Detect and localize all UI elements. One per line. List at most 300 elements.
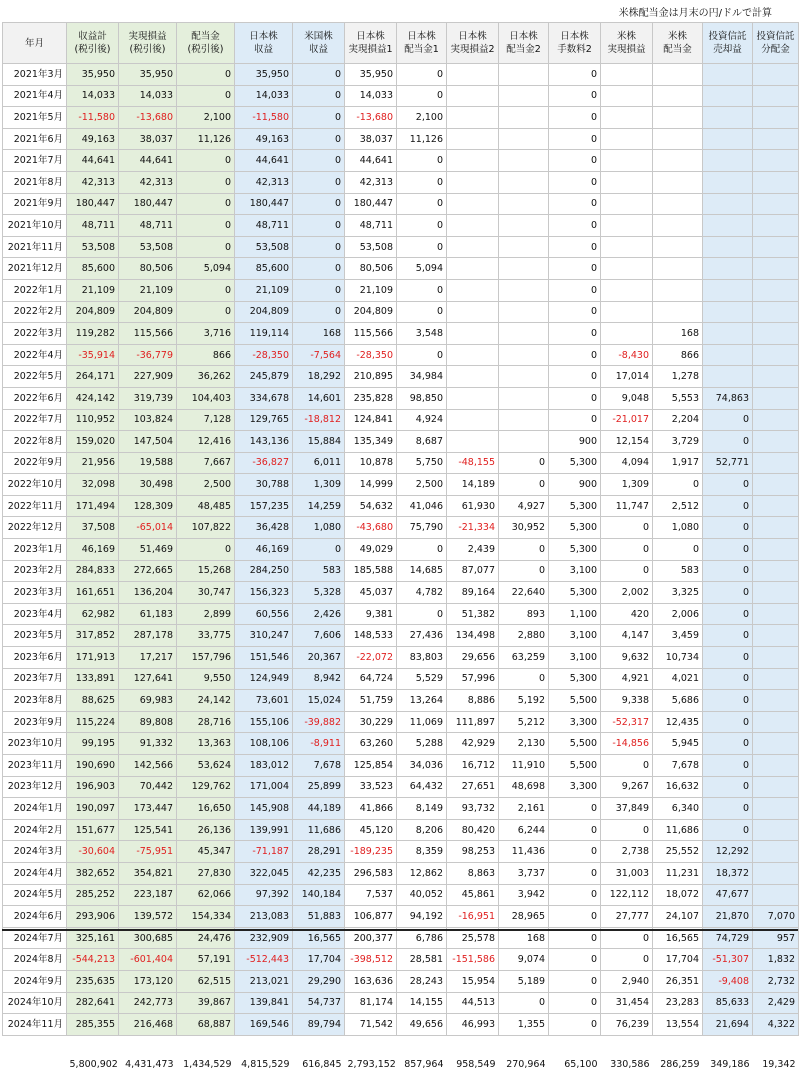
value-cell: 310,247 (235, 625, 293, 647)
value-cell: 0 (703, 733, 753, 755)
column-header-label: 投資信託 (756, 31, 795, 42)
value-cell: 4,921 (601, 668, 653, 690)
value-cell: 16,650 (177, 798, 235, 820)
month-cell: 2023年7月 (3, 668, 67, 690)
value-cell (499, 409, 549, 431)
value-cell: 155,106 (235, 711, 293, 733)
value-cell: 25,899 (293, 776, 345, 798)
value-cell (753, 107, 799, 129)
value-cell: 190,690 (67, 755, 119, 777)
value-cell: 322,045 (235, 862, 293, 884)
value-cell: -21,334 (447, 517, 499, 539)
value-cell: 272,665 (119, 560, 177, 582)
value-cell: 18,072 (653, 884, 703, 906)
value-cell: 0 (601, 927, 653, 949)
value-cell (753, 474, 799, 496)
value-cell (753, 647, 799, 669)
value-cell: 0 (703, 776, 753, 798)
value-cell: 21,694 (703, 1014, 753, 1036)
value-cell: 54,632 (345, 495, 397, 517)
value-cell: 38,037 (119, 128, 177, 150)
value-cell (703, 107, 753, 129)
value-cell: 157,796 (177, 647, 235, 669)
table-row (3, 625, 799, 647)
value-cell (653, 150, 703, 172)
value-cell: 18,372 (703, 862, 753, 884)
value-cell: 0 (549, 862, 601, 884)
value-cell (447, 431, 499, 453)
value-cell: 2,899 (177, 603, 235, 625)
value-cell: 0 (293, 128, 345, 150)
value-cell: 14,033 (235, 85, 293, 107)
value-cell: 37,849 (601, 798, 653, 820)
month-cell: 2021年12月 (3, 258, 67, 280)
value-cell: 0 (397, 150, 447, 172)
column-header-8 (447, 23, 499, 64)
value-cell (447, 258, 499, 280)
value-cell: 583 (653, 560, 703, 582)
value-cell: 52,771 (703, 452, 753, 474)
value-cell (499, 258, 549, 280)
value-cell (653, 279, 703, 301)
value-cell: 64,724 (345, 668, 397, 690)
value-cell: 9,048 (601, 387, 653, 409)
value-cell (447, 236, 499, 258)
value-cell: 45,120 (345, 819, 397, 841)
value-cell: 0 (703, 711, 753, 733)
value-cell: 89,808 (119, 711, 177, 733)
value-cell: 354,821 (119, 862, 177, 884)
value-cell: 17,704 (653, 949, 703, 971)
total-cell: 4,431,473 (125, 1058, 174, 1070)
total-cell: 270,964 (506, 1058, 546, 1070)
table-row (3, 603, 799, 625)
value-cell: 14,033 (119, 85, 177, 107)
value-cell: 0 (703, 495, 753, 517)
value-cell (703, 366, 753, 388)
value-cell: 5,300 (549, 539, 601, 561)
value-cell (601, 323, 653, 345)
month-cell: 2023年6月 (3, 647, 67, 669)
value-cell: 0 (549, 1014, 601, 1036)
table-row (3, 776, 799, 798)
value-cell: 48,698 (499, 776, 549, 798)
value-cell: 16,565 (293, 927, 345, 949)
value-cell: 0 (703, 431, 753, 453)
month-cell: 2024年10月 (3, 992, 67, 1014)
value-cell: 2,512 (653, 495, 703, 517)
value-cell: 140,184 (293, 884, 345, 906)
value-cell: 125,541 (119, 819, 177, 841)
value-cell: 173,447 (119, 798, 177, 820)
value-cell: 93,732 (447, 798, 499, 820)
value-cell: 119,282 (67, 323, 119, 345)
value-cell (753, 539, 799, 561)
value-cell: 5,212 (499, 711, 549, 733)
value-cell: 28,716 (177, 711, 235, 733)
value-cell: 0 (293, 85, 345, 107)
value-cell: 0 (549, 387, 601, 409)
value-cell: 11,126 (397, 128, 447, 150)
value-cell: 42,313 (235, 171, 293, 193)
month-cell: 2023年5月 (3, 625, 67, 647)
month-cell: 2022年9月 (3, 452, 67, 474)
value-cell: 9,632 (601, 647, 653, 669)
total-cell: 4,815,529 (241, 1058, 290, 1070)
value-cell: -35,914 (67, 344, 119, 366)
value-cell: 216,468 (119, 1014, 177, 1036)
value-cell: 3,942 (499, 884, 549, 906)
value-cell: 4,924 (397, 409, 447, 431)
table-row (3, 279, 799, 301)
value-cell: 128,309 (119, 495, 177, 517)
value-cell: 49,163 (235, 128, 293, 150)
value-cell: 3,300 (549, 776, 601, 798)
value-cell: 44,641 (67, 150, 119, 172)
value-cell: 180,447 (345, 193, 397, 215)
value-cell: 180,447 (119, 193, 177, 215)
value-cell: 129,765 (235, 409, 293, 431)
value-cell (601, 193, 653, 215)
value-cell: 235,635 (67, 970, 119, 992)
value-cell: 264,171 (67, 366, 119, 388)
table-row (3, 862, 799, 884)
value-cell: 0 (293, 236, 345, 258)
value-cell: 9,381 (345, 603, 397, 625)
exchange-rate-note: 米株配当金は月末の円/ドルで計算 (618, 8, 772, 19)
table-row (3, 64, 799, 86)
value-cell: 12,416 (177, 431, 235, 453)
value-cell: 51,469 (119, 539, 177, 561)
table-row (3, 755, 799, 777)
value-cell: 169,546 (235, 1014, 293, 1036)
value-cell (601, 107, 653, 129)
value-cell: 2,100 (177, 107, 235, 129)
value-cell: 74,729 (703, 927, 753, 949)
value-cell (447, 150, 499, 172)
value-cell: -18,812 (293, 409, 345, 431)
value-cell: 0 (549, 150, 601, 172)
value-cell: -21,017 (601, 409, 653, 431)
value-cell: 0 (549, 798, 601, 820)
value-cell: 382,652 (67, 862, 119, 884)
value-cell: 57,996 (447, 668, 499, 690)
month-cell: 2021年6月 (3, 128, 67, 150)
value-cell (447, 64, 499, 86)
value-cell: 75,790 (397, 517, 447, 539)
value-cell: 284,833 (67, 560, 119, 582)
value-cell: 1,080 (653, 517, 703, 539)
value-cell: 147,504 (119, 431, 177, 453)
value-cell: 49,163 (67, 128, 119, 150)
value-cell: 5,500 (549, 755, 601, 777)
value-cell: 122,112 (601, 884, 653, 906)
value-cell: 35,950 (67, 64, 119, 86)
value-cell: 2,732 (753, 970, 799, 992)
value-cell: 26,136 (177, 819, 235, 841)
value-cell: 145,908 (235, 798, 293, 820)
total-cell (3, 1035, 67, 1072)
value-cell: 7,678 (293, 755, 345, 777)
value-cell: 2,002 (601, 582, 653, 604)
value-cell: 30,498 (119, 474, 177, 496)
totals-row (3, 1035, 799, 1072)
value-cell: 17,014 (601, 366, 653, 388)
value-cell: 16,712 (447, 755, 499, 777)
value-cell: 27,436 (397, 625, 447, 647)
value-cell (499, 215, 549, 237)
month-cell: 2024年9月 (3, 970, 67, 992)
value-cell: 27,651 (447, 776, 499, 798)
value-cell (499, 387, 549, 409)
value-cell (499, 128, 549, 150)
value-cell: 0 (397, 193, 447, 215)
value-cell: 242,773 (119, 992, 177, 1014)
value-cell: 0 (549, 906, 601, 928)
value-cell: 15,954 (447, 970, 499, 992)
value-cell: 53,508 (119, 236, 177, 258)
value-cell (653, 236, 703, 258)
column-header-label: 年月 (24, 37, 44, 49)
table-row (3, 733, 799, 755)
value-cell (753, 733, 799, 755)
month-cell: 2023年11月 (3, 755, 67, 777)
value-cell: 154,334 (177, 906, 235, 928)
value-cell (753, 495, 799, 517)
value-cell: 15,884 (293, 431, 345, 453)
value-cell: 0 (293, 279, 345, 301)
value-cell: 32,098 (67, 474, 119, 496)
value-cell: 2,880 (499, 625, 549, 647)
value-cell: 151,677 (67, 819, 119, 841)
value-cell (703, 64, 753, 86)
month-cell: 2023年2月 (3, 560, 67, 582)
value-cell: 41,046 (397, 495, 447, 517)
value-cell: 31,454 (601, 992, 653, 1014)
value-cell: 0 (549, 884, 601, 906)
value-cell: 51,759 (345, 690, 397, 712)
value-cell: 61,930 (447, 495, 499, 517)
value-cell (753, 862, 799, 884)
month-cell: 2024年6月 (3, 906, 67, 928)
total-cell: 1,434,529 (183, 1058, 232, 1070)
value-cell: 89,794 (293, 1014, 345, 1036)
value-cell: 0 (549, 85, 601, 107)
value-cell: 103,824 (119, 409, 177, 431)
value-cell (601, 279, 653, 301)
table-row (3, 150, 799, 172)
value-cell: 124,841 (345, 409, 397, 431)
value-cell: 173,120 (119, 970, 177, 992)
value-cell (499, 107, 549, 129)
value-cell: 0 (499, 560, 549, 582)
value-cell: 7,128 (177, 409, 235, 431)
value-cell: 44,641 (119, 150, 177, 172)
value-cell: 8,149 (397, 798, 447, 820)
value-cell: -8,430 (601, 344, 653, 366)
value-cell: 300,685 (119, 927, 177, 949)
value-cell: 10,878 (345, 452, 397, 474)
value-cell: 61,183 (119, 603, 177, 625)
value-cell: 0 (293, 258, 345, 280)
value-cell: 16,565 (653, 927, 703, 949)
value-cell: 14,033 (345, 85, 397, 107)
value-cell: 11,686 (653, 819, 703, 841)
value-cell: 0 (549, 344, 601, 366)
value-cell: 6,244 (499, 819, 549, 841)
value-cell: 45,037 (345, 582, 397, 604)
value-cell: 1,355 (499, 1014, 549, 1036)
value-cell (753, 560, 799, 582)
column-header-sublabel: (税引後) (129, 44, 166, 55)
value-cell: 0 (177, 171, 235, 193)
value-cell: 0 (549, 927, 601, 949)
value-cell: 5,300 (549, 452, 601, 474)
value-cell: 2,940 (601, 970, 653, 992)
value-cell: 900 (549, 431, 601, 453)
value-cell: 7,537 (345, 884, 397, 906)
month-cell: 2024年11月 (3, 1014, 67, 1036)
column-header-label: 米株 (616, 31, 636, 42)
value-cell (447, 279, 499, 301)
month-cell: 2024年1月 (3, 798, 67, 820)
value-cell: 108,106 (235, 733, 293, 755)
value-cell: 0 (177, 301, 235, 323)
value-cell: 0 (177, 85, 235, 107)
month-cell: 2023年12月 (3, 776, 67, 798)
month-cell: 2022年10月 (3, 474, 67, 496)
value-cell: 0 (703, 625, 753, 647)
value-cell: 0 (703, 647, 753, 669)
value-cell: 2,500 (177, 474, 235, 496)
total-cell: 286,259 (660, 1058, 700, 1070)
value-cell: 11,910 (499, 755, 549, 777)
value-cell: 0 (549, 992, 601, 1014)
month-cell: 2023年9月 (3, 711, 67, 733)
value-cell: 62,066 (177, 884, 235, 906)
value-cell: 42,313 (345, 171, 397, 193)
value-cell: 200,377 (345, 927, 397, 949)
column-header-sublabel: 手数料2 (557, 44, 592, 55)
value-cell: 33,775 (177, 625, 235, 647)
value-cell: -43,680 (345, 517, 397, 539)
value-cell: 39,867 (177, 992, 235, 1014)
table-row (3, 452, 799, 474)
value-cell: 168 (653, 323, 703, 345)
value-cell: 0 (549, 323, 601, 345)
value-cell: 11,436 (499, 841, 549, 863)
value-cell: 0 (397, 85, 447, 107)
value-cell: 38,037 (345, 128, 397, 150)
column-header-sublabel: 収益 (308, 44, 328, 55)
value-cell (653, 301, 703, 323)
value-cell: 45,347 (177, 841, 235, 863)
value-cell: 420 (601, 603, 653, 625)
value-cell: 110,952 (67, 409, 119, 431)
table-row (3, 517, 799, 539)
value-cell: 0 (177, 150, 235, 172)
value-cell (753, 366, 799, 388)
value-cell: 0 (397, 64, 447, 86)
column-header-4 (235, 23, 293, 64)
value-cell: 14,189 (447, 474, 499, 496)
value-cell: 8,886 (447, 690, 499, 712)
month-cell: 2021年8月 (3, 171, 67, 193)
value-cell: -71,187 (235, 841, 293, 863)
value-cell: 2,439 (447, 539, 499, 561)
value-cell (447, 387, 499, 409)
table-row (3, 560, 799, 582)
value-cell: 11,231 (653, 862, 703, 884)
value-cell (499, 236, 549, 258)
value-cell: 5,094 (397, 258, 447, 280)
value-cell: 21,109 (119, 279, 177, 301)
month-cell: 2021年3月 (3, 64, 67, 86)
value-cell: 3,100 (549, 625, 601, 647)
value-cell: 17,704 (293, 949, 345, 971)
column-header-label: 日本株 (560, 31, 589, 42)
value-cell (703, 85, 753, 107)
column-header-10 (549, 23, 601, 64)
value-cell (753, 171, 799, 193)
value-cell (653, 107, 703, 129)
month-cell: 2023年8月 (3, 690, 67, 712)
month-cell: 2024年3月 (3, 841, 67, 863)
value-cell: 0 (549, 107, 601, 129)
value-cell: 8,687 (397, 431, 447, 453)
value-cell: 40,052 (397, 884, 447, 906)
value-cell: 1,917 (653, 452, 703, 474)
value-cell: 0 (703, 603, 753, 625)
value-cell: 42,929 (447, 733, 499, 755)
value-cell: 5,192 (499, 690, 549, 712)
value-cell (703, 323, 753, 345)
value-cell: -9,408 (703, 970, 753, 992)
value-cell: 71,542 (345, 1014, 397, 1036)
value-cell (753, 582, 799, 604)
total-cell: 857,964 (404, 1058, 444, 1070)
month-cell: 2024年7月 (3, 927, 67, 949)
value-cell: 42,313 (67, 171, 119, 193)
value-cell: 3,737 (499, 862, 549, 884)
value-cell (703, 193, 753, 215)
value-cell: 2,500 (397, 474, 447, 496)
value-cell: 296,583 (345, 862, 397, 884)
column-header-label: 収益計 (78, 31, 107, 42)
table-row (3, 409, 799, 431)
column-header-label: 日本株 (509, 31, 538, 42)
value-cell: 2,426 (293, 603, 345, 625)
value-cell: 45,861 (447, 884, 499, 906)
value-cell: 0 (601, 560, 653, 582)
value-cell: 2,161 (499, 798, 549, 820)
month-cell: 2024年5月 (3, 884, 67, 906)
value-cell (753, 193, 799, 215)
value-cell: 0 (397, 344, 447, 366)
total-cell: 616,845 (302, 1058, 342, 1070)
value-cell (653, 215, 703, 237)
value-cell: 159,020 (67, 431, 119, 453)
value-cell: 34,984 (397, 366, 447, 388)
value-cell: 8,942 (293, 668, 345, 690)
value-cell: 7,667 (177, 452, 235, 474)
value-cell: 143,136 (235, 431, 293, 453)
value-cell: 12,435 (653, 711, 703, 733)
value-cell: 227,909 (119, 366, 177, 388)
value-cell: 42,313 (119, 171, 177, 193)
value-cell: 35,950 (235, 64, 293, 86)
value-cell: 44,641 (345, 150, 397, 172)
